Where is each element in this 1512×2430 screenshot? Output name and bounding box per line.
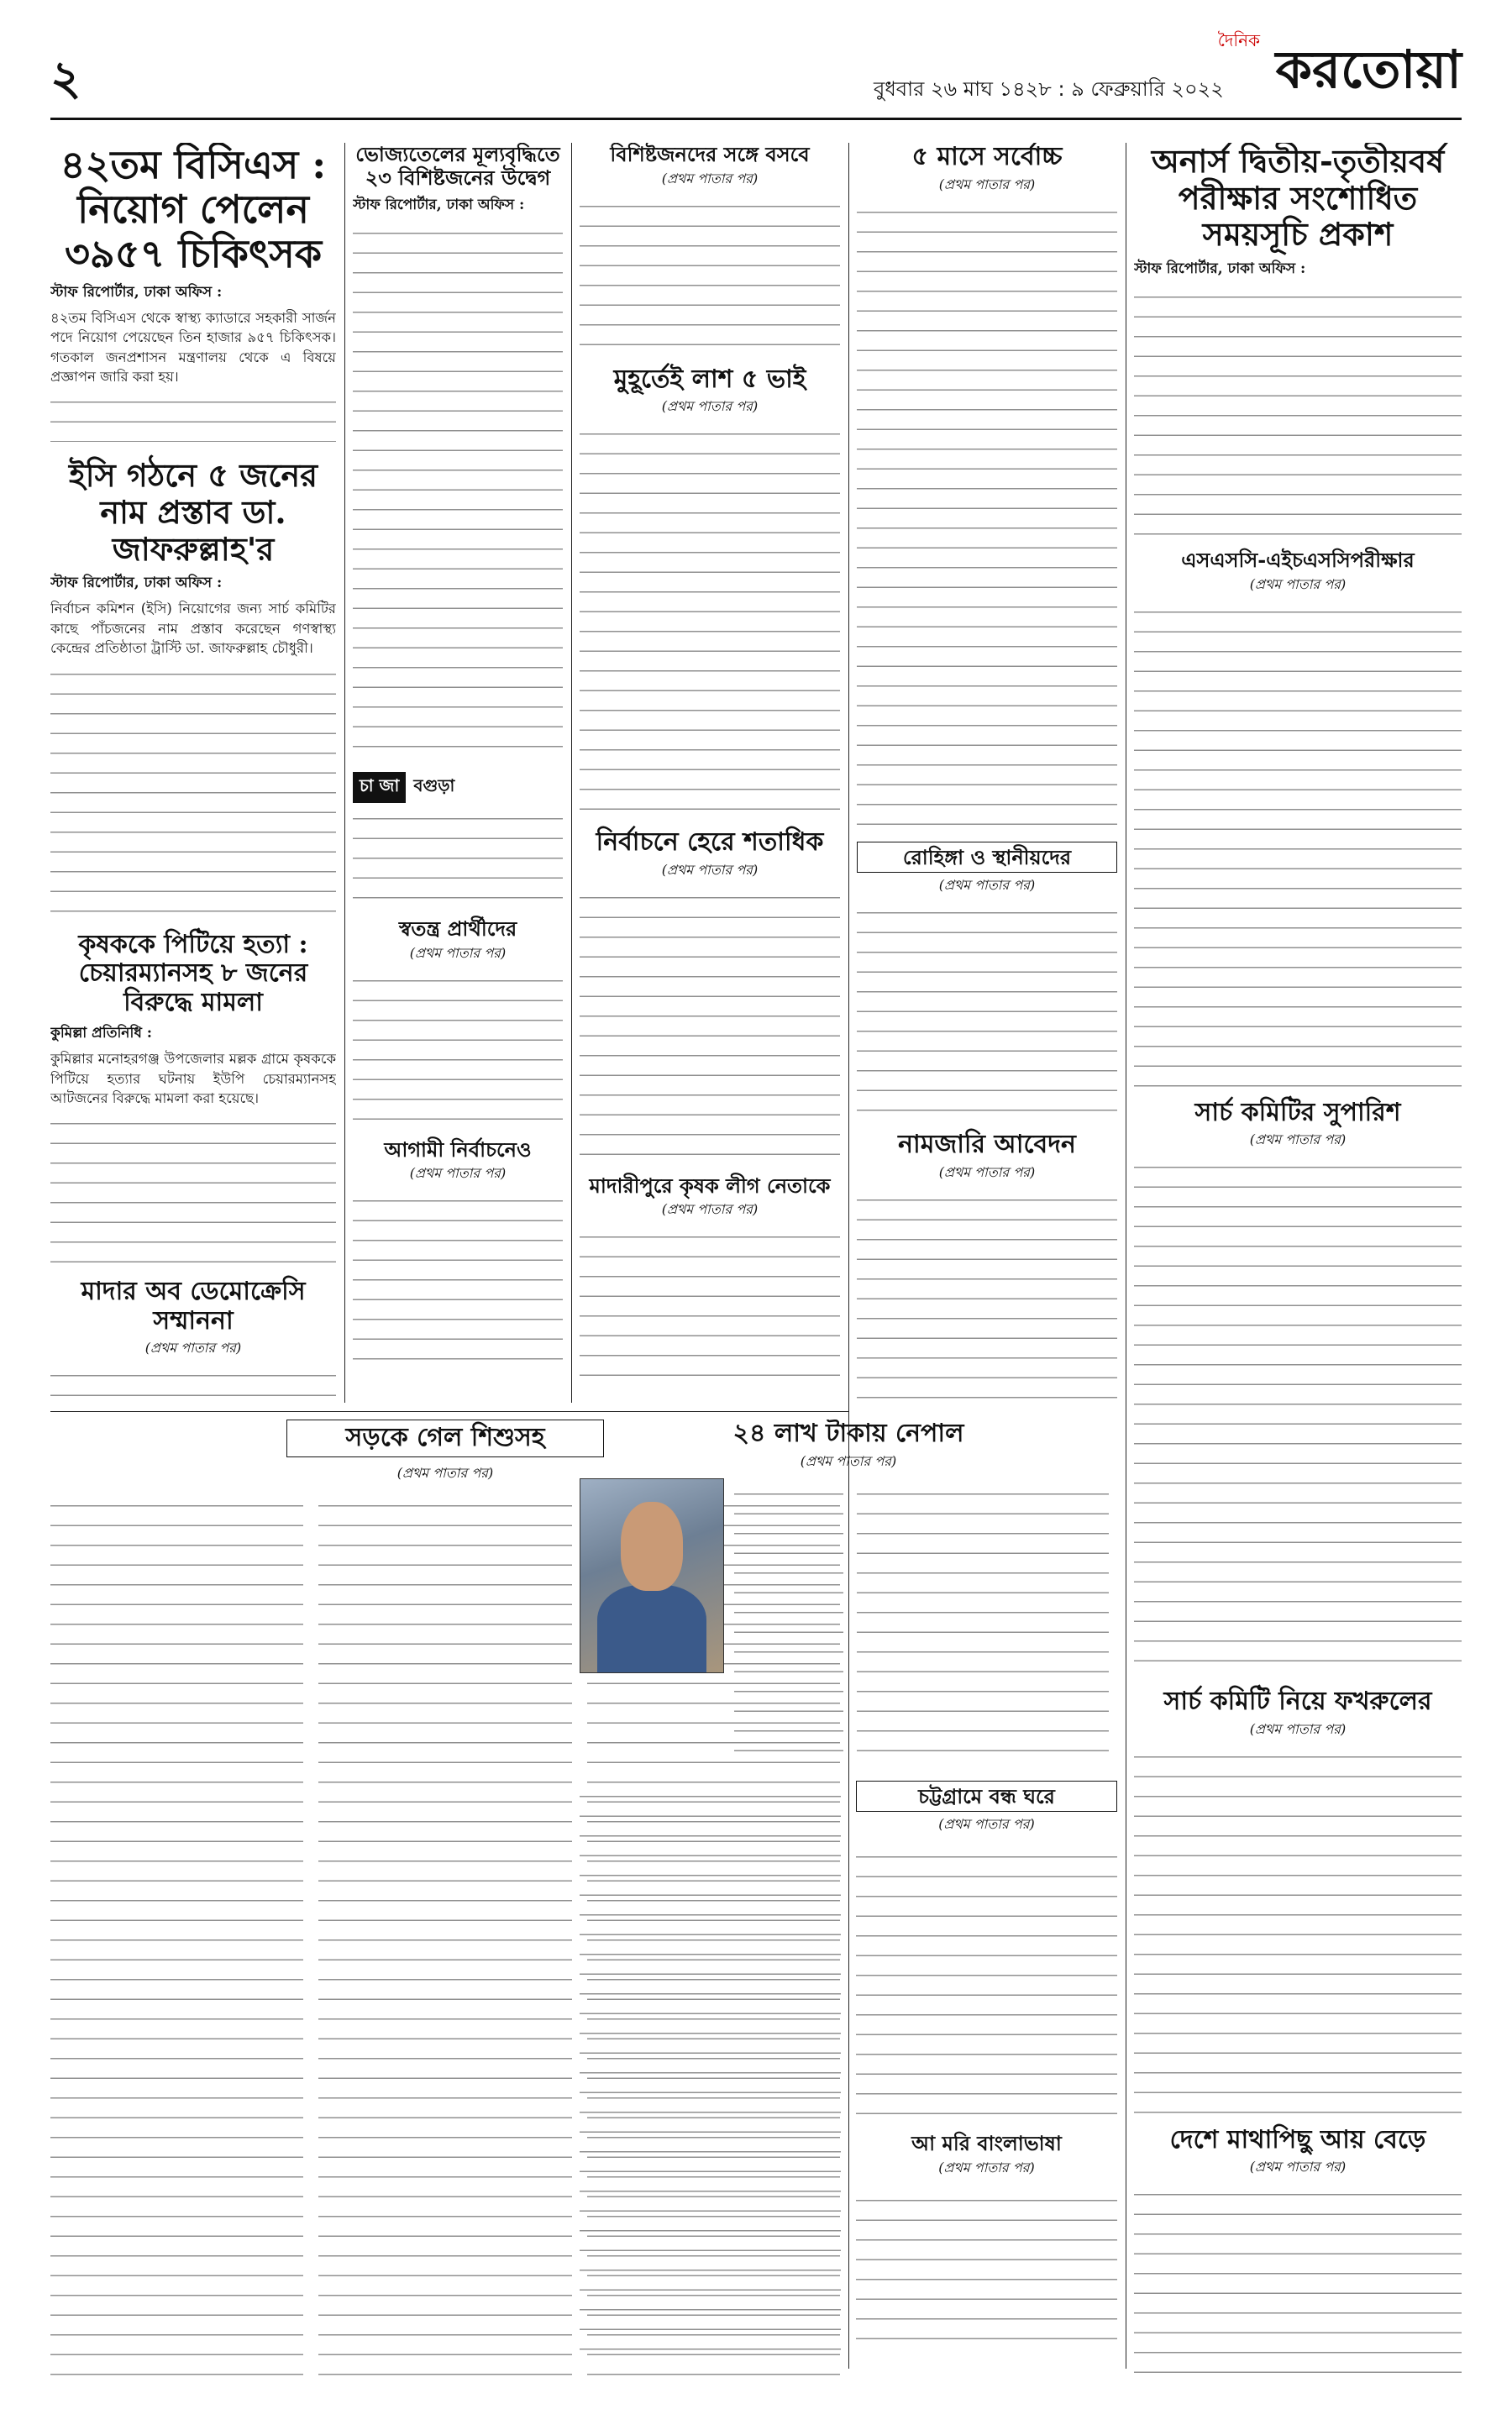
text-block <box>318 1495 571 2378</box>
headline-oilprice: ভোজ্যতেলের মূল্যবৃদ্ধিতে ২৩ বিশিষ্টজনের উদ্বেগ <box>355 143 560 190</box>
photo-face <box>621 1502 684 1591</box>
continued-shishu: (প্রথম পাতার পর) <box>396 1464 494 1481</box>
text-block <box>580 1786 841 2357</box>
headline-ssc: এসএসসি-এইচএসসিপরীক্ষার <box>1181 548 1415 573</box>
continued-namjari: (প্রথম পাতার পর) <box>938 1163 1036 1180</box>
text-block <box>353 970 563 1130</box>
headline-search-recommend: সার্চ কমিটির সুপারিশ <box>1194 1097 1401 1127</box>
headline-rohingya: রোহিঙ্গা ও স্থানীয়দের <box>902 844 1072 869</box>
headline-ec: ইসি গঠনে ৫ জনের নাম প্রস্তাব ডা. জাফরুল্লাহ'র <box>68 456 318 568</box>
byline-bcs: স্টাফ রিপোর্টার, ঢাকা অফিস : <box>50 283 223 301</box>
headline-search-fakrul: সার্চ কমিটি নিয়ে ফখরুলের <box>1163 1687 1432 1717</box>
text-block <box>1134 1746 1462 2116</box>
text-block <box>353 223 563 760</box>
headline-farmer: কৃষককে পিটিয়ে হত্যা : চেয়ারম্যানসহ ৮ জনের বিরুদ্ধে মামলা <box>78 929 308 1017</box>
headline-next-election: আগামী নির্বাচনেও <box>384 1136 532 1162</box>
lead-farmer: কুমিল্লার মনোহরগঞ্জ উপজেলার মল্লক গ্রামে কৃষককে পিটিয়ে হত্যার ঘটনায় ইউপি চেয়ারম্যানসহ আটজনের বিরুদ্ধে মামলা করা হয়েছে। <box>50 1051 336 1107</box>
text-block <box>353 808 563 909</box>
continued-five-months: (প্রথম পাতার পর) <box>938 176 1036 192</box>
continued-independent: (প্রথম পাতার পর) <box>409 944 507 961</box>
text-block <box>353 1190 563 1375</box>
column-center <box>580 143 840 1403</box>
headline-namjari: নামজারি আবেদন <box>898 1130 1076 1160</box>
text-block <box>856 2190 1117 2341</box>
text-block <box>580 423 840 818</box>
headline-nepal: ২৪ লাখ টাকায় নেপাল <box>732 1420 964 1448</box>
text-block <box>857 902 1117 1121</box>
text-block <box>50 1113 336 1264</box>
continued-mother: (প্রথম পাতার পর) <box>144 1340 242 1357</box>
byline-oilprice: স্টাফ রিপোর্টার, ঢাকা অফিস : <box>353 197 525 214</box>
headline-five-brothers: মুহূর্তেই লাশ ৫ ভাই <box>613 364 806 394</box>
text-block <box>856 1846 1117 2123</box>
continued-ssc: (প্রথম পাতার পর) <box>1249 575 1347 592</box>
paper-logo: করতোয়া <box>1275 39 1462 100</box>
side-stories <box>856 1781 1117 2352</box>
continued-income: (প্রথম পাতার পর) <box>1249 2159 1347 2175</box>
headline-independent: স্বতন্ত্র প্রার্থীদের <box>398 916 517 942</box>
photo-shirt <box>597 1585 706 1672</box>
column-right <box>1134 143 1462 2377</box>
headline-bcs: ৪২তম বিসিএস : নিয়োগ পেলেন ৩৯৫৭ চিকিৎসক <box>60 143 327 276</box>
byline-farmer: কুমিল্লা প্রতিনিধি : <box>50 1025 153 1042</box>
masthead <box>50 25 1462 120</box>
column-second <box>353 143 563 1403</box>
lead-bcs: ৪২তম বিসিএস থেকে স্বাস্থ্য ক্যাডারে সহকারী সার্জন পদে নিয়োগ পেয়েছেন তিন হাজার ৯৫৭ চিকিৎসক। গতকাল জনপ্রশাসন মন্ত্রণালয় থেকে এ বিষয়ে প্রজ্ঞাপন জারি করা হয়। <box>50 309 336 385</box>
continued-search-recommend: (প্রথম পাতার পর) <box>1249 1131 1347 1148</box>
headline-madaripur: মাদারীপুরে কৃষক লীগ নেতাকে <box>589 1173 831 1198</box>
text-block <box>1134 2184 1462 2377</box>
continued-five-brothers: (প্রথম পাতার পর) <box>661 398 759 415</box>
continued-rohingya: (প্রথম পাতার পর) <box>938 877 1036 894</box>
headline-five-months: ৫ মাসে সর্বোচ্চ <box>911 143 1063 171</box>
section-tag <box>353 772 563 803</box>
text-block <box>580 1226 840 1378</box>
byline-ec: স্টাফ রিপোর্টার, ঢাকা অফিস : <box>50 575 223 592</box>
column-left <box>50 143 336 1403</box>
column-rule <box>344 143 345 1403</box>
text-block <box>1134 601 1462 1089</box>
text-block <box>50 664 336 916</box>
nepal-top <box>580 1478 1117 1781</box>
text-block <box>50 391 336 442</box>
section-rule <box>50 1411 848 1412</box>
lead-ec: নির্বাচন কমিশন (ইসি) নিয়োগের জন্য সার্চ কমিটির কাছে পাঁচজনের নাম প্রস্তাব করেছেন গণস্বাস্থ্য কেন্দ্রের প্রতিষ্ঠাতা ট্রাস্টি ডা. জাফরুল্লাহ চৌধুরী। <box>50 601 336 657</box>
text-block <box>50 1495 303 2378</box>
headline-defeat: নির্বাচনে হেরে শতাধিক <box>596 827 824 858</box>
headline-box <box>286 1420 604 1457</box>
section-nepal <box>580 1420 1117 2377</box>
column-rule <box>571 143 572 1403</box>
tag-label: চা জা <box>353 772 406 803</box>
headline-chattogram: চট্টগ্রামে বন্ধ ঘরে <box>918 1783 1055 1808</box>
continued-next-election: (প্রথম পাতার পর) <box>409 1165 507 1182</box>
portrait-photo <box>580 1478 724 1673</box>
text-block <box>1134 1157 1462 1677</box>
continued-search-fakrul: (প্রথম পাতার পর) <box>1249 1720 1347 1737</box>
continued-ami: (প্রথম পাতার পর) <box>938 2159 1035 2175</box>
text-block <box>857 1483 1109 1769</box>
continued-madaripur: (প্রথম পাতার পর) <box>661 1201 759 1218</box>
date-line: বুধবার ২৬ মাঘ ১৪২৮ : ৯ ফেব্রুয়ারি ২০২২ <box>874 77 1224 101</box>
text-block <box>580 887 840 1164</box>
text-block <box>1134 286 1462 538</box>
text-block <box>580 196 840 355</box>
page-number: ২ <box>50 50 81 106</box>
headline-box <box>856 1781 1117 1813</box>
headline-shishu: সড়কে গেল শিশুসহ <box>345 1423 545 1452</box>
continued-bishishtojon: (প্রথম পাতার পর) <box>661 170 759 186</box>
paper-prefix: দৈনিক <box>1217 30 1260 50</box>
headline-ami: আ মরি বাংলাভাষা <box>911 2131 1062 2156</box>
text-block <box>734 1483 843 1769</box>
text-block <box>857 202 1117 832</box>
continued-nepal: (প্রথম পাতার পর) <box>800 1452 897 1469</box>
tag-place: বগুড়া <box>413 775 455 796</box>
column-center-right <box>857 143 1117 1403</box>
byline-honours: স্টাফ রিপোর্টার, ঢাকা অফিস : <box>1134 260 1306 278</box>
headline-income: দেশে মাথাপিছু আয় বেড়ে <box>1169 2124 1426 2154</box>
continued-defeat: (প্রথম পাতার পর) <box>661 861 759 878</box>
headline-mother: মাদার অব ডেমোক্রেসি সম্মাননা <box>81 1277 306 1336</box>
headline-bishishtojon: বিশিষ্টজনদের সঙ্গে বসবে <box>610 143 810 166</box>
nepal-columns <box>580 1781 1117 2352</box>
text-block <box>857 1189 1117 1399</box>
continued-chattogram: (প্রথম পাতার পর) <box>938 1816 1035 1833</box>
text-block <box>50 1365 336 1403</box>
headline-box <box>857 842 1117 874</box>
headline-honours: অনার্স দ্বিতীয়-তৃতীয়বর্ষ পরীক্ষার সংশোধিত সময়সূচি প্রকাশ <box>1151 143 1445 254</box>
